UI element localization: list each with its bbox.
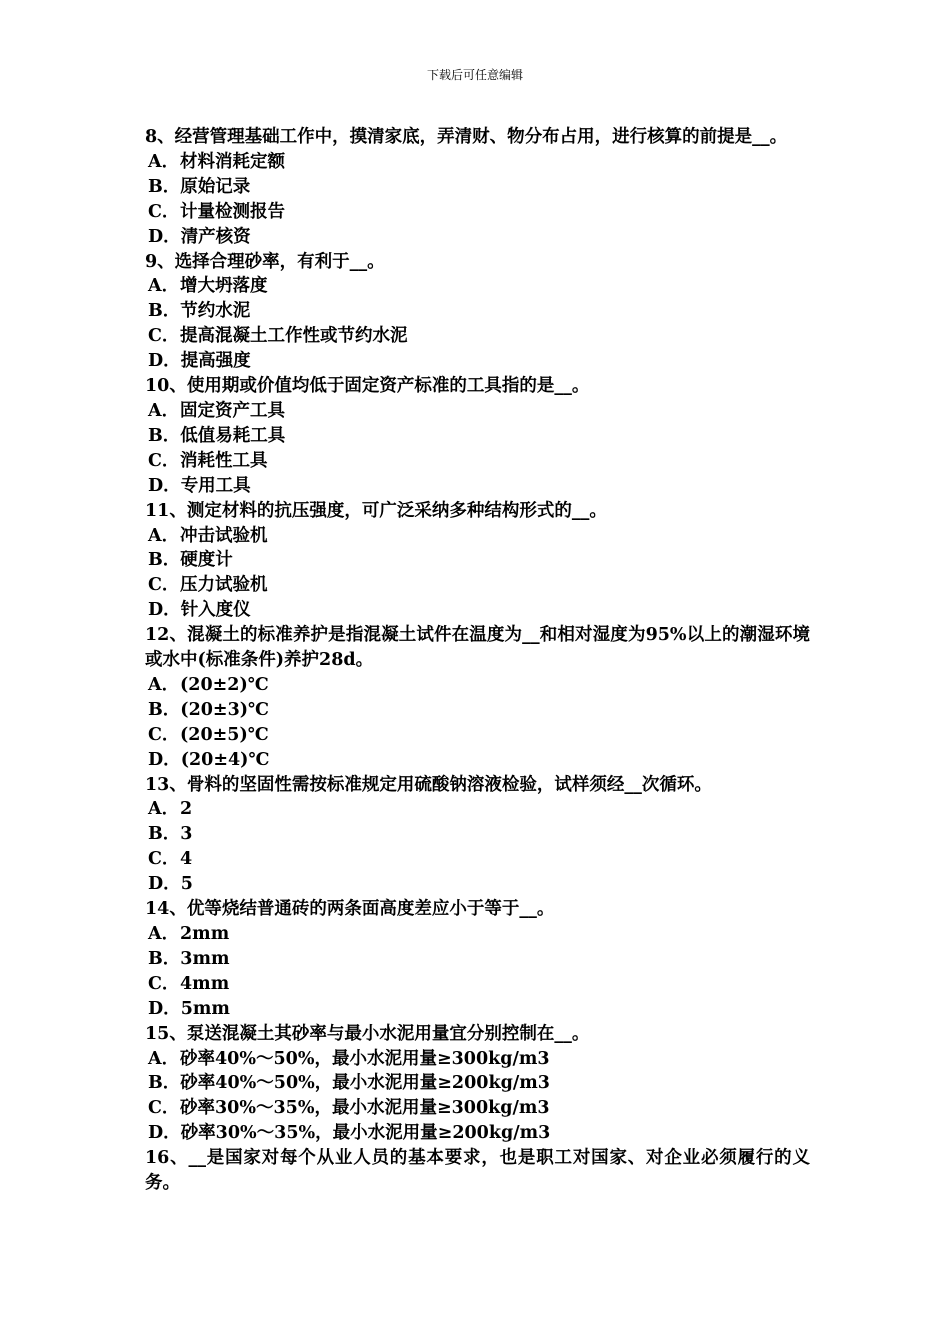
option-letter: B． bbox=[148, 1073, 181, 1094]
option-letter: A． bbox=[148, 674, 180, 695]
question-block bbox=[145, 897, 810, 1022]
option-item bbox=[145, 797, 810, 822]
option-item bbox=[145, 399, 810, 424]
option-item bbox=[145, 723, 810, 748]
option-letter: B． bbox=[148, 301, 181, 322]
option-letter: D． bbox=[148, 874, 181, 895]
option-text: 5 bbox=[180, 874, 193, 895]
option-letter: D． bbox=[148, 749, 181, 770]
option-text: 2 bbox=[180, 799, 193, 820]
option-letter: C． bbox=[148, 575, 180, 596]
option-letter: D． bbox=[148, 998, 181, 1019]
question-block bbox=[145, 374, 810, 499]
option-letter: D． bbox=[148, 475, 181, 496]
option-list bbox=[145, 274, 810, 374]
option-letter: A． bbox=[148, 525, 180, 546]
option-letter: C． bbox=[148, 973, 180, 994]
option-list bbox=[145, 524, 810, 624]
option-item bbox=[145, 673, 810, 698]
option-letter: C． bbox=[148, 849, 180, 870]
option-text: 材料消耗定额 bbox=[180, 151, 285, 172]
question-list bbox=[145, 125, 810, 1196]
question-stem: 12、混凝土的标准养护是指混凝土试件在温度为__和相对湿度为95%以上的潮湿环境或水中(标准条件)养护28d。 bbox=[145, 625, 810, 671]
option-letter: B． bbox=[148, 948, 181, 969]
question-stem: 9、选择合理砂率，有利于__。 bbox=[145, 251, 385, 272]
option-item bbox=[145, 274, 810, 299]
option-text: (20±2)℃ bbox=[180, 674, 269, 695]
question-block bbox=[145, 125, 810, 250]
option-text: 增大坍落度 bbox=[180, 276, 268, 297]
question-block bbox=[145, 623, 810, 772]
option-text: 砂率40%～50%，最小水泥用量≥200kg/m3 bbox=[180, 1073, 550, 1094]
option-text: 2mm bbox=[180, 924, 230, 944]
option-text: 消耗性工具 bbox=[180, 450, 268, 471]
option-letter: D． bbox=[148, 226, 181, 247]
option-text: (20±3)℃ bbox=[180, 699, 270, 720]
option-letter: A． bbox=[148, 276, 180, 297]
question-block bbox=[145, 1022, 810, 1147]
option-letter: B． bbox=[148, 699, 181, 720]
option-item bbox=[145, 972, 810, 997]
option-item bbox=[145, 1047, 810, 1072]
option-list bbox=[145, 673, 810, 773]
option-item bbox=[145, 225, 810, 250]
page-header bbox=[0, 67, 950, 83]
option-letter: B． bbox=[148, 176, 181, 197]
option-item bbox=[145, 748, 810, 773]
option-letter: D． bbox=[148, 600, 181, 621]
option-item bbox=[145, 1096, 810, 1121]
option-text: 固定资产工具 bbox=[180, 400, 285, 421]
option-text: 计量检测报告 bbox=[180, 201, 285, 222]
option-text: 4 bbox=[180, 849, 193, 870]
question-stem: 11、测定材料的抗压强度，可广泛采纳多种结构形式的__。 bbox=[145, 500, 607, 521]
option-item bbox=[145, 449, 810, 474]
option-letter: C． bbox=[148, 1098, 180, 1119]
option-item bbox=[145, 548, 810, 573]
option-item bbox=[145, 424, 810, 449]
option-list bbox=[145, 1047, 810, 1147]
option-text: 4mm bbox=[180, 973, 230, 994]
option-text: 提高混凝土工作性或节约水泥 bbox=[180, 326, 408, 347]
option-text: 5mm bbox=[180, 998, 230, 1019]
option-text: 3mm bbox=[180, 948, 230, 969]
option-item bbox=[145, 947, 810, 972]
option-item bbox=[145, 150, 810, 175]
option-item bbox=[145, 324, 810, 349]
option-item bbox=[145, 1071, 810, 1096]
option-item bbox=[145, 698, 810, 723]
option-item bbox=[145, 922, 810, 947]
option-letter: D． bbox=[148, 1123, 181, 1144]
option-item bbox=[145, 349, 810, 374]
question-block bbox=[145, 773, 810, 898]
option-list bbox=[145, 922, 810, 1022]
option-text: 低值易耗工具 bbox=[180, 425, 286, 446]
option-letter: A． bbox=[148, 1048, 180, 1069]
option-letter: A． bbox=[148, 799, 180, 820]
option-text: 提高强度 bbox=[180, 351, 251, 372]
option-letter: A． bbox=[148, 924, 180, 944]
option-text: 专用工具 bbox=[180, 475, 251, 496]
option-letter: C． bbox=[148, 450, 180, 471]
option-letter: C． bbox=[148, 724, 180, 745]
option-item bbox=[145, 175, 810, 200]
option-text: 砂率30%～35%，最小水泥用量≥200kg/m3 bbox=[180, 1123, 551, 1144]
option-text: 原始记录 bbox=[180, 176, 251, 197]
option-item bbox=[145, 997, 810, 1022]
option-item bbox=[145, 822, 810, 847]
option-text: 节约水泥 bbox=[180, 301, 251, 322]
option-text: 冲击试验机 bbox=[180, 525, 268, 546]
option-letter: A． bbox=[148, 400, 180, 421]
option-text: 3 bbox=[180, 824, 193, 845]
question-stem: 13、骨料的坚固性需按标准规定用硫酸钠溶液检验，试样须经__次循环。 bbox=[145, 774, 712, 795]
question-stem: 8、经营管理基础工作中，摸清家底，弄清财、物分布占用，进行核算的前提是__。 bbox=[145, 127, 788, 147]
question-block bbox=[145, 250, 810, 375]
option-item bbox=[145, 524, 810, 549]
option-item bbox=[145, 474, 810, 499]
option-text: 清产核资 bbox=[180, 226, 251, 247]
option-item bbox=[145, 872, 810, 897]
option-list bbox=[145, 797, 810, 897]
option-item bbox=[145, 299, 810, 324]
question-block bbox=[145, 499, 810, 624]
question-stem: 15、泵送混凝土其砂率与最小水泥用量宜分别控制在__。 bbox=[145, 1023, 590, 1044]
question-stem: 14、优等烧结普通砖的两条面高度差应小于等于__。 bbox=[145, 899, 555, 920]
option-item bbox=[145, 573, 810, 598]
option-letter: D． bbox=[148, 351, 181, 372]
option-text: 砂率40%～50%，最小水泥用量≥300kg/m3 bbox=[180, 1048, 550, 1069]
option-item bbox=[145, 1121, 810, 1146]
option-letter: C． bbox=[148, 201, 180, 222]
option-letter: C． bbox=[148, 326, 180, 347]
header-text: 下载后可任意编辑 bbox=[426, 68, 523, 82]
option-item bbox=[145, 847, 810, 872]
option-text: 针入度仪 bbox=[180, 600, 251, 621]
option-letter: B． bbox=[148, 550, 181, 571]
option-text: 硬度计 bbox=[180, 550, 233, 571]
option-text: (20±4)℃ bbox=[180, 749, 270, 770]
option-item bbox=[145, 598, 810, 623]
question-stem: 16、__是国家对每个从业人员的基本要求，也是职工对国家、对企业必须履行的义务。 bbox=[145, 1148, 810, 1194]
option-list bbox=[145, 399, 810, 499]
option-text: 砂率30%～35%，最小水泥用量≥300kg/m3 bbox=[180, 1098, 550, 1119]
option-text: 压力试验机 bbox=[180, 575, 268, 596]
option-text: (20±5)℃ bbox=[180, 724, 269, 745]
question-stem: 10、使用期或价值均低于固定资产标准的工具指的是__。 bbox=[145, 376, 590, 397]
option-letter: B． bbox=[148, 425, 181, 446]
option-letter: B． bbox=[148, 824, 181, 845]
option-list bbox=[145, 150, 810, 250]
question-block bbox=[145, 1146, 810, 1196]
option-item bbox=[145, 200, 810, 225]
option-letter: A． bbox=[148, 151, 180, 172]
